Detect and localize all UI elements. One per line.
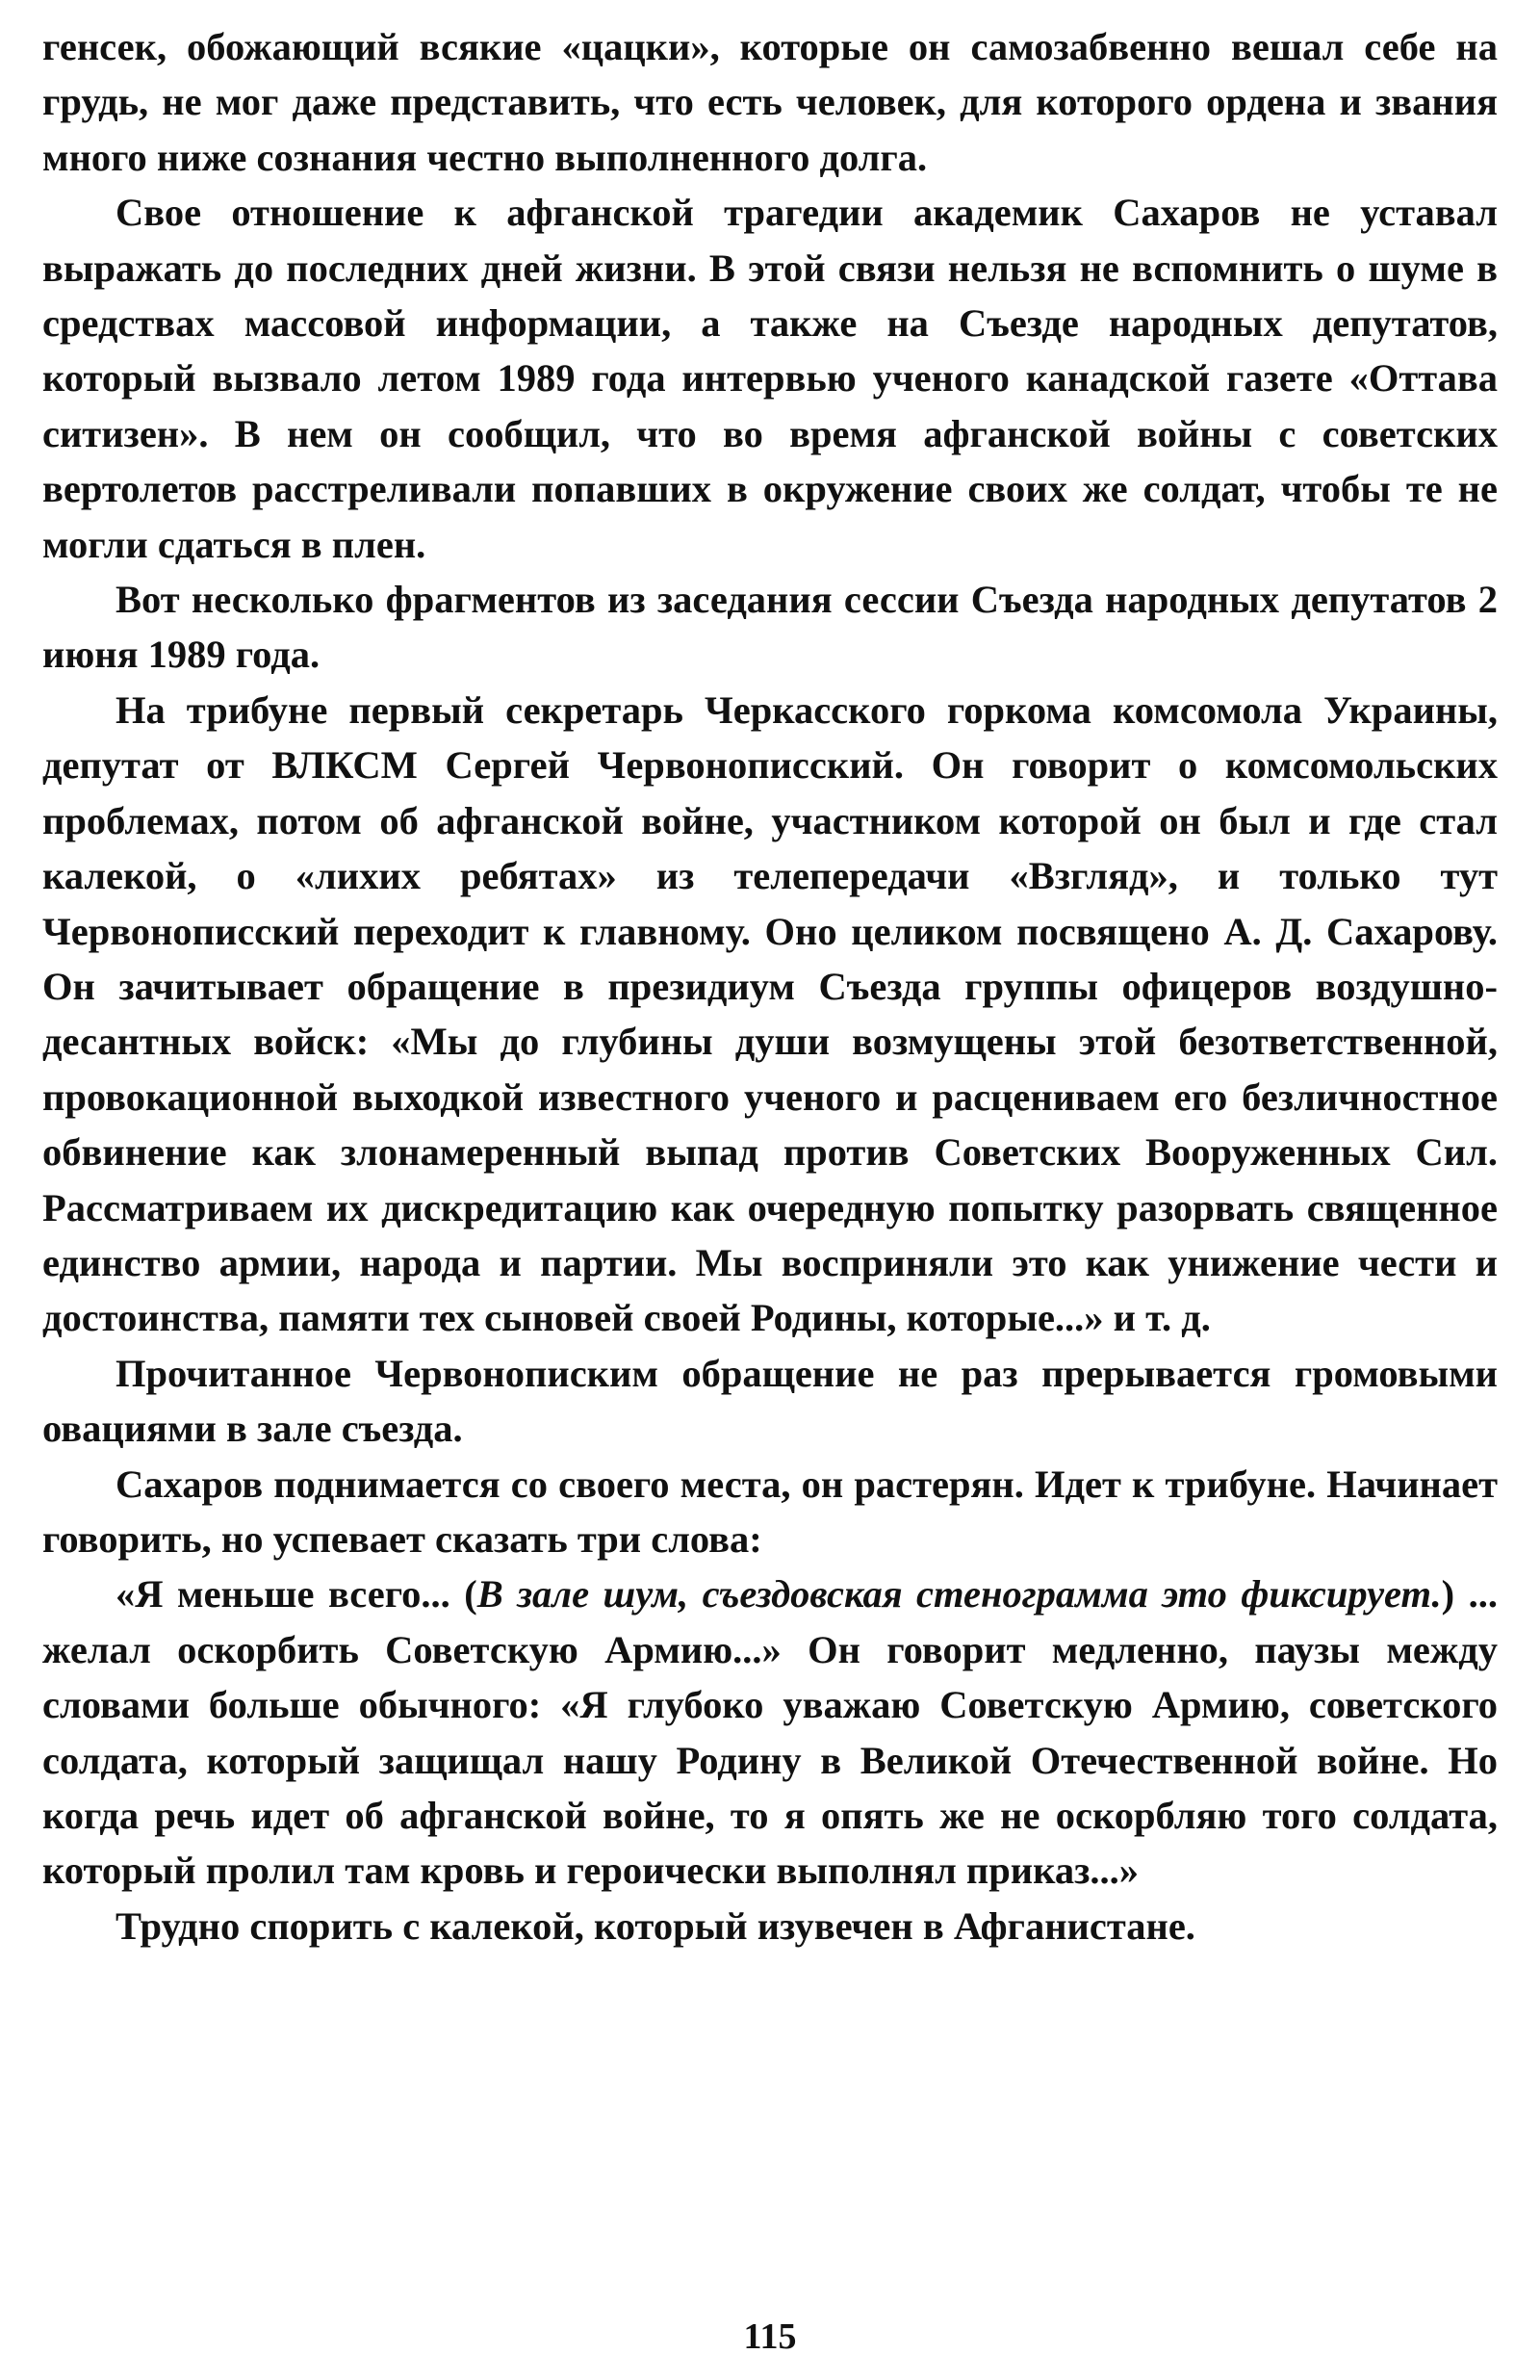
paragraph-6: Сахаров поднимается со своего места, он растерян. Идет к трибуне. Начинает говорить, но успевает сказать три слова: [42,1462,1498,1561]
paragraph-7-after: ) ... желал оскорбить Советскую Армию...» Он говорит медленно, паузы между словами больше обычного: «Я глубоко уважаю Советскую Армию, советского солдата, который защищал нашу Родину в Великой Отечественной войне. Но когда речь идет об афганской войне, то я опять же не оскорбляю того солдата, который пролил там кровь и героически выполнял приказ...» [42,1572,1498,1893]
paragraph-7 [42,1566,1498,1898]
page-body [42,19,1498,2291]
paragraph-7-before: «Я меньше всего... ( [116,1572,477,1617]
paragraph-4: На трибуне первый секретарь Черкасского горкома комсомола Украины, депутат от ВЛКСМ Сергей Червонописский. Он говорит о комсомольских проблемах, потом об афганской войне, участником которой он был и где стал калекой, о «лихих ребятах» из телепередачи «Взгляд», и только тут Червонописский переходит к главному. Оно целиком посвящено А. Д. Сахарову. Он зачитывает обращение в президиум Съезда группы офицеров воздушно-десантных войск: «Мы до глубины души возмущены этой безответственной, провокационной выходкой известного ученого и расцениваем его безличностное обвинение как злонамеренный выпад против Советских Вооруженных Сил. Рассматриваем их дискредитацию как очередную попытку разорвать священное единство армии, народа и партии. Мы восприняли это как унижение чести и достоинства, памяти тех сыновей своей Родины, которые...» и т. д. [42,687,1498,1340]
paragraph-8: Трудно спорить с калекой, который изувечен в Афганистане. [116,1903,1195,1948]
paragraph-7-italic-note: В зале шум, съездовская стенограмма это фиксирует. [476,1572,1442,1617]
paragraph-1: генсек, обожающий всякие «цацки», которые он самозабвенно вешал себе на грудь, не мог даже представить, что есть человек, для которого ордена и звания много ниже сознания честно выполненного долга. [42,25,1498,179]
paragraph-3: Вот несколько фрагментов из заседания сессии Съезда народных депутатов 2 июня 1989 года. [42,578,1498,677]
paragraph-5: Прочитанное Червонописким обращение не раз прерывается громовыми овациями в зале съезда. [42,1351,1498,1451]
paragraph-2: Свое отношение к афганской трагедии академик Сахаров не уставал выражать до последних дней жизни. В этой связи нельзя не вспомнить о шуме в средствах массовой информации, а также на Съезде народных депутатов, который вызвало летом 1989 года интервью ученого канадской газете «Оттава ситизен». В нем он сообщил, что во время афганской войны с советских вертолетов расстреливали попавших в окружение своих же солдат, чтобы те не могли сдаться в плен. [42,191,1498,566]
page-number: 115 [743,2316,797,2357]
